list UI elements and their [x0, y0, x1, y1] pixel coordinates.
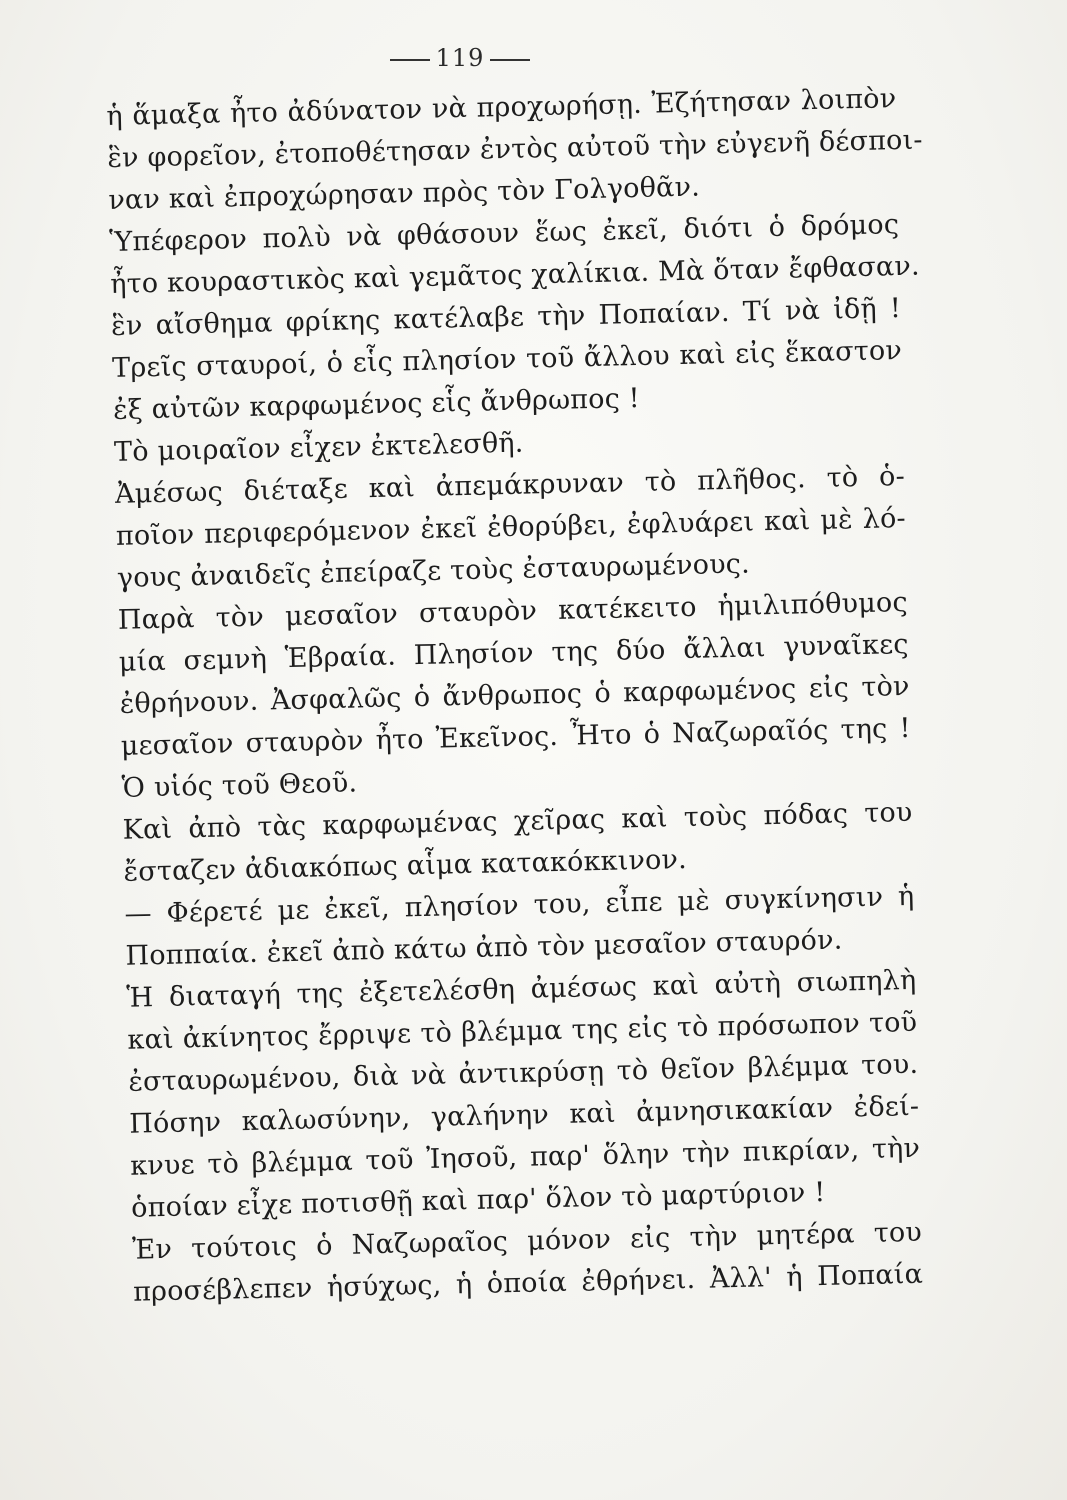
body-text [106, 78, 923, 1314]
text-line: ἡ ἅμαξα ἦτο ἀδύνατον νὰ προχωρήσῃ. Ἐζήτησαν λοιπὸν [106, 83, 897, 132]
page-number-dash-left [390, 59, 430, 61]
text-line: Ὑπέφερον πολὺ νὰ φθάσουν ἕως ἐκεῖ, διότι ὁ δρόμος [108, 209, 900, 258]
text-line: ἐθρήνουν. Ἀσφαλῶς ὁ ἄνθρωπος ὁ καρφωμένος εἰς τὸν [119, 670, 910, 720]
page-number-dash-right [490, 59, 530, 61]
text-line: Ἐν τούτοις ὁ Ναζωραῖος μόνον εἰς τὴν μητέρα του [131, 1216, 923, 1266]
text-line: γους ἀναιδεῖς ἐπείραζε τοὺς ἐσταυρωμένους. [116, 548, 751, 594]
page-number-value: 119 [435, 44, 485, 72]
page-number [0, 44, 920, 72]
text-line: Ἀμέσως διέταξε καὶ ἀπεμάκρυναν τὸ πλῆθος. τὸ ὁ- [114, 460, 906, 510]
text-line: Τρεῖς σταυροί, ὁ εἷς πλησίον τοῦ ἄλλου καὶ εἰς ἕκαστον [111, 335, 903, 384]
text-line: Τὸ μοιραῖον εἶχεν ἐκτελεσθῆ. [113, 427, 524, 468]
text-line: ἔσταζεν ἀδιακόπως αἷμα κατακόκκινον. [123, 844, 688, 888]
text-line: ἐσταυρωμένου, διὰ νὰ ἀντικρύσῃ τὸ θεῖον βλέμμα του. [128, 1048, 919, 1098]
text-line: ἓν φορεῖον, ἐτοποθέτησαν ἐντὸς αὐτοῦ τὴν εὐγενῆ δέσποι- [107, 124, 924, 174]
text-line: ναν καὶ ἐπροχώρησαν πρὸς τὸν Γολγοθᾶν. [108, 171, 701, 216]
text-line: — Φέρετέ με ἐκεῖ, πλησίον του, εἶπε μὲ συγκίνησιν ἡ [124, 880, 915, 930]
text-line: ἐξ αὐτῶν καρφωμένος εἷς ἄνθρωπος ! [112, 382, 641, 426]
text-line: μεσαῖον σταυρὸν ἦτο Ἐκεῖνος. Ἦτο ὁ Ναζωραῖός της ! [120, 712, 911, 762]
text-line: Ἡ διαταγή της ἐξετελέσθη ἀμέσως καὶ αὐτὴ σιωπηλὴ [126, 964, 917, 1014]
text-line: Παρὰ τὸν μεσαῖον σταυρὸν κατέκειτο ἡμιλιπόθυμος [117, 586, 909, 636]
text-line: καὶ ἀκίνητος ἔρριψε τὸ βλέμμα της εἰς τὸ πρόσωπον τοῦ [127, 1006, 918, 1056]
text-line: Ὁ υἱός τοῦ Θεοῦ. [121, 767, 358, 804]
text-line: ἦτο κουραστικὸς καὶ γεμᾶτος χαλίκια. Μὰ ὅταν ἔφθασαν. [109, 250, 921, 300]
text-line: Ποππαία. ἐκεῖ ἀπὸ κάτω ἀπὸ τὸν μεσαῖον σταυρόν. [125, 924, 843, 972]
text-line: κνυε τὸ βλέμμα τοῦ Ἰησοῦ, παρ' ὅλην τὴν πικρίαν, τὴν [129, 1132, 921, 1182]
text-line: μία σεμνὴ Ἑβραία. Πλησίον της δύο ἄλλαι γυναῖκες [118, 628, 910, 678]
text-line: ποῖον περιφερόμενον ἐκεῖ ἐθορύβει, ἐφλυάρει καὶ μὲ λό- [115, 502, 907, 552]
text-line: προσέβλεπεν ἡσύχως, ἡ ὁποία ἐθρήνει. Ἀλλ' ἡ Ποπαία [132, 1258, 924, 1308]
text-line: ἓν αἴσθημα φρίκης κατέλαβε τὴν Ποπαίαν. Τί νὰ ἰδῇ ! [110, 293, 902, 342]
text-line: Καὶ ἀπὸ τὰς καρφωμένας χεῖρας καὶ τοὺς πόδας του [122, 796, 913, 846]
text-line: Πόσην καλωσύνην, γαλήνην καὶ ἀμνησικακίαν ἐδεί- [128, 1090, 920, 1140]
text-line: ὁποίαν εἶχε ποτισθῇ καὶ παρ' ὅλον τὸ μαρτύριον ! [130, 1176, 826, 1224]
